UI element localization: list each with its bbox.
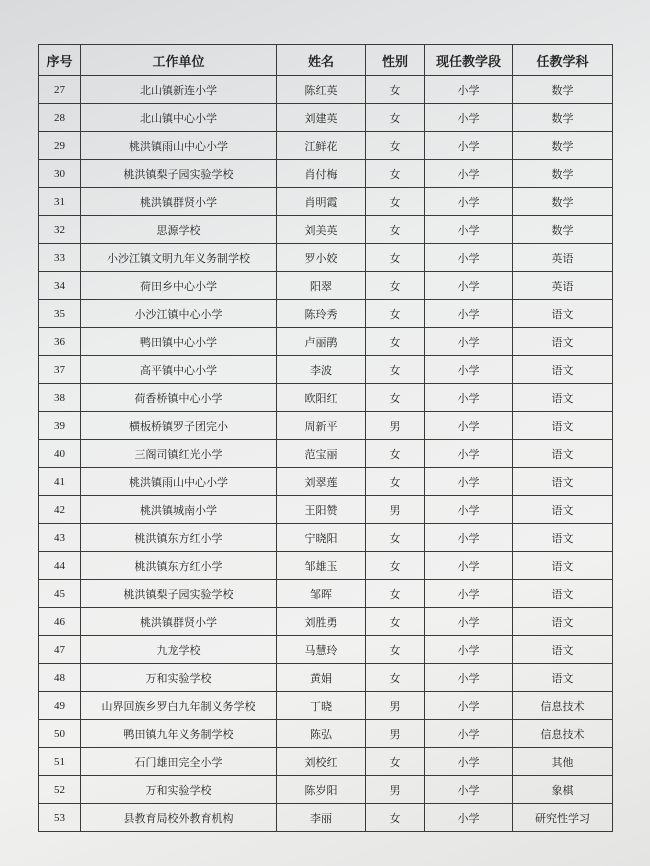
cell-work-unit: 荷香桥镇中心小学 xyxy=(81,384,277,412)
cell-name: 宁晓阳 xyxy=(277,524,366,552)
cell-serial-number: 41 xyxy=(39,468,81,496)
cell-name: 陈弘 xyxy=(277,720,366,748)
cell-name: 欧阳红 xyxy=(277,384,366,412)
table-row xyxy=(39,216,613,244)
table-row xyxy=(39,188,613,216)
cell-teaching-level: 小学 xyxy=(425,524,513,552)
cell-subject: 象棋 xyxy=(513,776,613,804)
cell-subject: 语文 xyxy=(513,468,613,496)
cell-work-unit: 桃洪镇群贤小学 xyxy=(81,608,277,636)
cell-subject: 数学 xyxy=(513,216,613,244)
cell-gender: 女 xyxy=(366,384,425,412)
cell-teaching-level: 小学 xyxy=(425,692,513,720)
cell-work-unit: 万和实验学校 xyxy=(81,776,277,804)
cell-subject: 语文 xyxy=(513,496,613,524)
cell-gender: 女 xyxy=(366,328,425,356)
cell-work-unit: 鸭田镇九年义务制学校 xyxy=(81,720,277,748)
header-gender: 性别 xyxy=(366,45,425,76)
cell-serial-number: 53 xyxy=(39,804,81,832)
cell-name: 罗小姣 xyxy=(277,244,366,272)
cell-subject: 语文 xyxy=(513,524,613,552)
cell-work-unit: 高平镇中心小学 xyxy=(81,356,277,384)
cell-teaching-level: 小学 xyxy=(425,552,513,580)
cell-subject: 语文 xyxy=(513,356,613,384)
cell-subject: 语文 xyxy=(513,440,613,468)
cell-subject: 英语 xyxy=(513,244,613,272)
cell-work-unit: 桃洪镇群贤小学 xyxy=(81,188,277,216)
cell-teaching-level: 小学 xyxy=(425,216,513,244)
table-row xyxy=(39,524,613,552)
cell-subject: 语文 xyxy=(513,608,613,636)
table-row xyxy=(39,468,613,496)
cell-gender: 女 xyxy=(366,188,425,216)
cell-name: 陈玲秀 xyxy=(277,300,366,328)
cell-gender: 女 xyxy=(366,468,425,496)
header-serial-number: 序号 xyxy=(39,45,81,76)
cell-gender: 女 xyxy=(366,272,425,300)
header-teaching-level: 现任教学段 xyxy=(425,45,513,76)
table-row xyxy=(39,412,613,440)
cell-teaching-level: 小学 xyxy=(425,160,513,188)
cell-gender: 女 xyxy=(366,804,425,832)
cell-teaching-level: 小学 xyxy=(425,636,513,664)
cell-subject: 语文 xyxy=(513,552,613,580)
cell-teaching-level: 小学 xyxy=(425,776,513,804)
header-work-unit: 工作单位 xyxy=(81,45,277,76)
cell-serial-number: 27 xyxy=(39,76,81,104)
table-row xyxy=(39,104,613,132)
cell-serial-number: 28 xyxy=(39,104,81,132)
cell-name: 陈红英 xyxy=(277,76,366,104)
cell-gender: 男 xyxy=(366,776,425,804)
cell-work-unit: 桃洪镇梨子园实验学校 xyxy=(81,160,277,188)
cell-gender: 女 xyxy=(366,104,425,132)
cell-subject: 语文 xyxy=(513,580,613,608)
cell-serial-number: 31 xyxy=(39,188,81,216)
cell-serial-number: 48 xyxy=(39,664,81,692)
table-row xyxy=(39,720,613,748)
table-row xyxy=(39,804,613,832)
cell-teaching-level: 小学 xyxy=(425,356,513,384)
cell-subject: 语文 xyxy=(513,636,613,664)
cell-gender: 女 xyxy=(366,608,425,636)
cell-name: 李丽 xyxy=(277,804,366,832)
cell-gender: 男 xyxy=(366,412,425,440)
cell-gender: 女 xyxy=(366,216,425,244)
cell-gender: 女 xyxy=(366,160,425,188)
cell-serial-number: 42 xyxy=(39,496,81,524)
table-row xyxy=(39,748,613,776)
cell-serial-number: 40 xyxy=(39,440,81,468)
table-row xyxy=(39,244,613,272)
table-row xyxy=(39,692,613,720)
cell-serial-number: 37 xyxy=(39,356,81,384)
cell-name: 江鲜花 xyxy=(277,132,366,160)
cell-gender: 女 xyxy=(366,580,425,608)
table-row xyxy=(39,132,613,160)
cell-work-unit: 石门雄田完全小学 xyxy=(81,748,277,776)
cell-name: 丁晓 xyxy=(277,692,366,720)
cell-serial-number: 43 xyxy=(39,524,81,552)
cell-teaching-level: 小学 xyxy=(425,132,513,160)
cell-teaching-level: 小学 xyxy=(425,580,513,608)
cell-gender: 女 xyxy=(366,552,425,580)
table-row xyxy=(39,328,613,356)
cell-work-unit: 三阁司镇红光小学 xyxy=(81,440,277,468)
cell-gender: 女 xyxy=(366,76,425,104)
cell-serial-number: 51 xyxy=(39,748,81,776)
cell-work-unit: 山界回族乡罗白九年制义务学校 xyxy=(81,692,277,720)
cell-serial-number: 34 xyxy=(39,272,81,300)
cell-serial-number: 29 xyxy=(39,132,81,160)
cell-work-unit: 横板桥镇罗子团完小 xyxy=(81,412,277,440)
header-row xyxy=(39,45,613,76)
cell-name: 刘美英 xyxy=(277,216,366,244)
cell-name: 黄娟 xyxy=(277,664,366,692)
cell-serial-number: 44 xyxy=(39,552,81,580)
cell-gender: 男 xyxy=(366,496,425,524)
cell-subject: 研究性学习 xyxy=(513,804,613,832)
cell-serial-number: 45 xyxy=(39,580,81,608)
table-row xyxy=(39,552,613,580)
cell-subject: 数学 xyxy=(513,132,613,160)
cell-name: 肖付梅 xyxy=(277,160,366,188)
cell-subject: 语文 xyxy=(513,412,613,440)
cell-subject: 英语 xyxy=(513,272,613,300)
cell-name: 阳翠 xyxy=(277,272,366,300)
cell-work-unit: 小沙江镇文明九年义务制学校 xyxy=(81,244,277,272)
cell-name: 肖明霞 xyxy=(277,188,366,216)
table-row xyxy=(39,440,613,468)
cell-work-unit: 万和实验学校 xyxy=(81,664,277,692)
cell-serial-number: 49 xyxy=(39,692,81,720)
cell-teaching-level: 小学 xyxy=(425,104,513,132)
cell-teaching-level: 小学 xyxy=(425,272,513,300)
cell-teaching-level: 小学 xyxy=(425,496,513,524)
cell-teaching-level: 小学 xyxy=(425,664,513,692)
cell-subject: 信息技术 xyxy=(513,692,613,720)
cell-name: 周新平 xyxy=(277,412,366,440)
cell-serial-number: 33 xyxy=(39,244,81,272)
table-row xyxy=(39,580,613,608)
table-row xyxy=(39,496,613,524)
table-row xyxy=(39,636,613,664)
cell-work-unit: 荷田乡中心小学 xyxy=(81,272,277,300)
cell-work-unit: 桃洪镇东方红小学 xyxy=(81,552,277,580)
cell-gender: 女 xyxy=(366,132,425,160)
cell-teaching-level: 小学 xyxy=(425,748,513,776)
cell-name: 刘翠莲 xyxy=(277,468,366,496)
cell-gender: 女 xyxy=(366,244,425,272)
cell-work-unit: 桃洪镇梨子园实验学校 xyxy=(81,580,277,608)
cell-teaching-level: 小学 xyxy=(425,76,513,104)
cell-serial-number: 38 xyxy=(39,384,81,412)
cell-gender: 男 xyxy=(366,692,425,720)
cell-gender: 女 xyxy=(366,664,425,692)
header-subject: 任教学科 xyxy=(513,45,613,76)
table-row xyxy=(39,272,613,300)
cell-gender: 女 xyxy=(366,356,425,384)
cell-serial-number: 46 xyxy=(39,608,81,636)
cell-teaching-level: 小学 xyxy=(425,804,513,832)
cell-work-unit: 桃洪镇雨山中心小学 xyxy=(81,132,277,160)
cell-serial-number: 39 xyxy=(39,412,81,440)
cell-name: 范宝丽 xyxy=(277,440,366,468)
table-row xyxy=(39,160,613,188)
table-row xyxy=(39,776,613,804)
cell-subject: 数学 xyxy=(513,188,613,216)
cell-teaching-level: 小学 xyxy=(425,608,513,636)
cell-name: 刘胜勇 xyxy=(277,608,366,636)
cell-teaching-level: 小学 xyxy=(425,440,513,468)
cell-teaching-level: 小学 xyxy=(425,188,513,216)
cell-name: 王阳赞 xyxy=(277,496,366,524)
cell-work-unit: 北山镇新连小学 xyxy=(81,76,277,104)
cell-gender: 男 xyxy=(366,720,425,748)
cell-teaching-level: 小学 xyxy=(425,244,513,272)
cell-subject: 数学 xyxy=(513,160,613,188)
cell-gender: 女 xyxy=(366,636,425,664)
cell-work-unit: 小沙江镇中心小学 xyxy=(81,300,277,328)
cell-work-unit: 九龙学校 xyxy=(81,636,277,664)
table-row xyxy=(39,608,613,636)
cell-subject: 数学 xyxy=(513,104,613,132)
table-row xyxy=(39,76,613,104)
cell-teaching-level: 小学 xyxy=(425,300,513,328)
cell-name: 卢丽鹃 xyxy=(277,328,366,356)
cell-work-unit: 北山镇中心小学 xyxy=(81,104,277,132)
cell-serial-number: 35 xyxy=(39,300,81,328)
cell-subject: 数学 xyxy=(513,76,613,104)
cell-name: 李波 xyxy=(277,356,366,384)
cell-serial-number: 50 xyxy=(39,720,81,748)
table-row xyxy=(39,664,613,692)
cell-gender: 女 xyxy=(366,748,425,776)
cell-work-unit: 桃洪镇城南小学 xyxy=(81,496,277,524)
cell-teaching-level: 小学 xyxy=(425,412,513,440)
cell-work-unit: 思源学校 xyxy=(81,216,277,244)
cell-subject: 其他 xyxy=(513,748,613,776)
header-name: 姓名 xyxy=(277,45,366,76)
cell-serial-number: 47 xyxy=(39,636,81,664)
cell-name: 邹雄玉 xyxy=(277,552,366,580)
cell-work-unit: 鸭田镇中心小学 xyxy=(81,328,277,356)
cell-work-unit: 桃洪镇雨山中心小学 xyxy=(81,468,277,496)
cell-teaching-level: 小学 xyxy=(425,384,513,412)
table-body xyxy=(39,76,613,832)
cell-name: 刘建英 xyxy=(277,104,366,132)
cell-subject: 语文 xyxy=(513,384,613,412)
table-row xyxy=(39,384,613,412)
cell-name: 马慧玲 xyxy=(277,636,366,664)
cell-teaching-level: 小学 xyxy=(425,720,513,748)
cell-name: 陈岁阳 xyxy=(277,776,366,804)
cell-teaching-level: 小学 xyxy=(425,328,513,356)
cell-gender: 女 xyxy=(366,300,425,328)
cell-gender: 女 xyxy=(366,440,425,468)
teacher-roster-table xyxy=(38,44,613,832)
cell-serial-number: 32 xyxy=(39,216,81,244)
cell-subject: 语文 xyxy=(513,300,613,328)
cell-serial-number: 52 xyxy=(39,776,81,804)
cell-name: 刘校红 xyxy=(277,748,366,776)
cell-teaching-level: 小学 xyxy=(425,468,513,496)
cell-work-unit: 县教育局校外教育机构 xyxy=(81,804,277,832)
cell-subject: 语文 xyxy=(513,664,613,692)
cell-work-unit: 桃洪镇东方红小学 xyxy=(81,524,277,552)
cell-serial-number: 30 xyxy=(39,160,81,188)
cell-subject: 语文 xyxy=(513,328,613,356)
cell-gender: 女 xyxy=(366,524,425,552)
cell-subject: 信息技术 xyxy=(513,720,613,748)
table-row xyxy=(39,300,613,328)
table-row xyxy=(39,356,613,384)
cell-name: 邹晖 xyxy=(277,580,366,608)
cell-serial-number: 36 xyxy=(39,328,81,356)
